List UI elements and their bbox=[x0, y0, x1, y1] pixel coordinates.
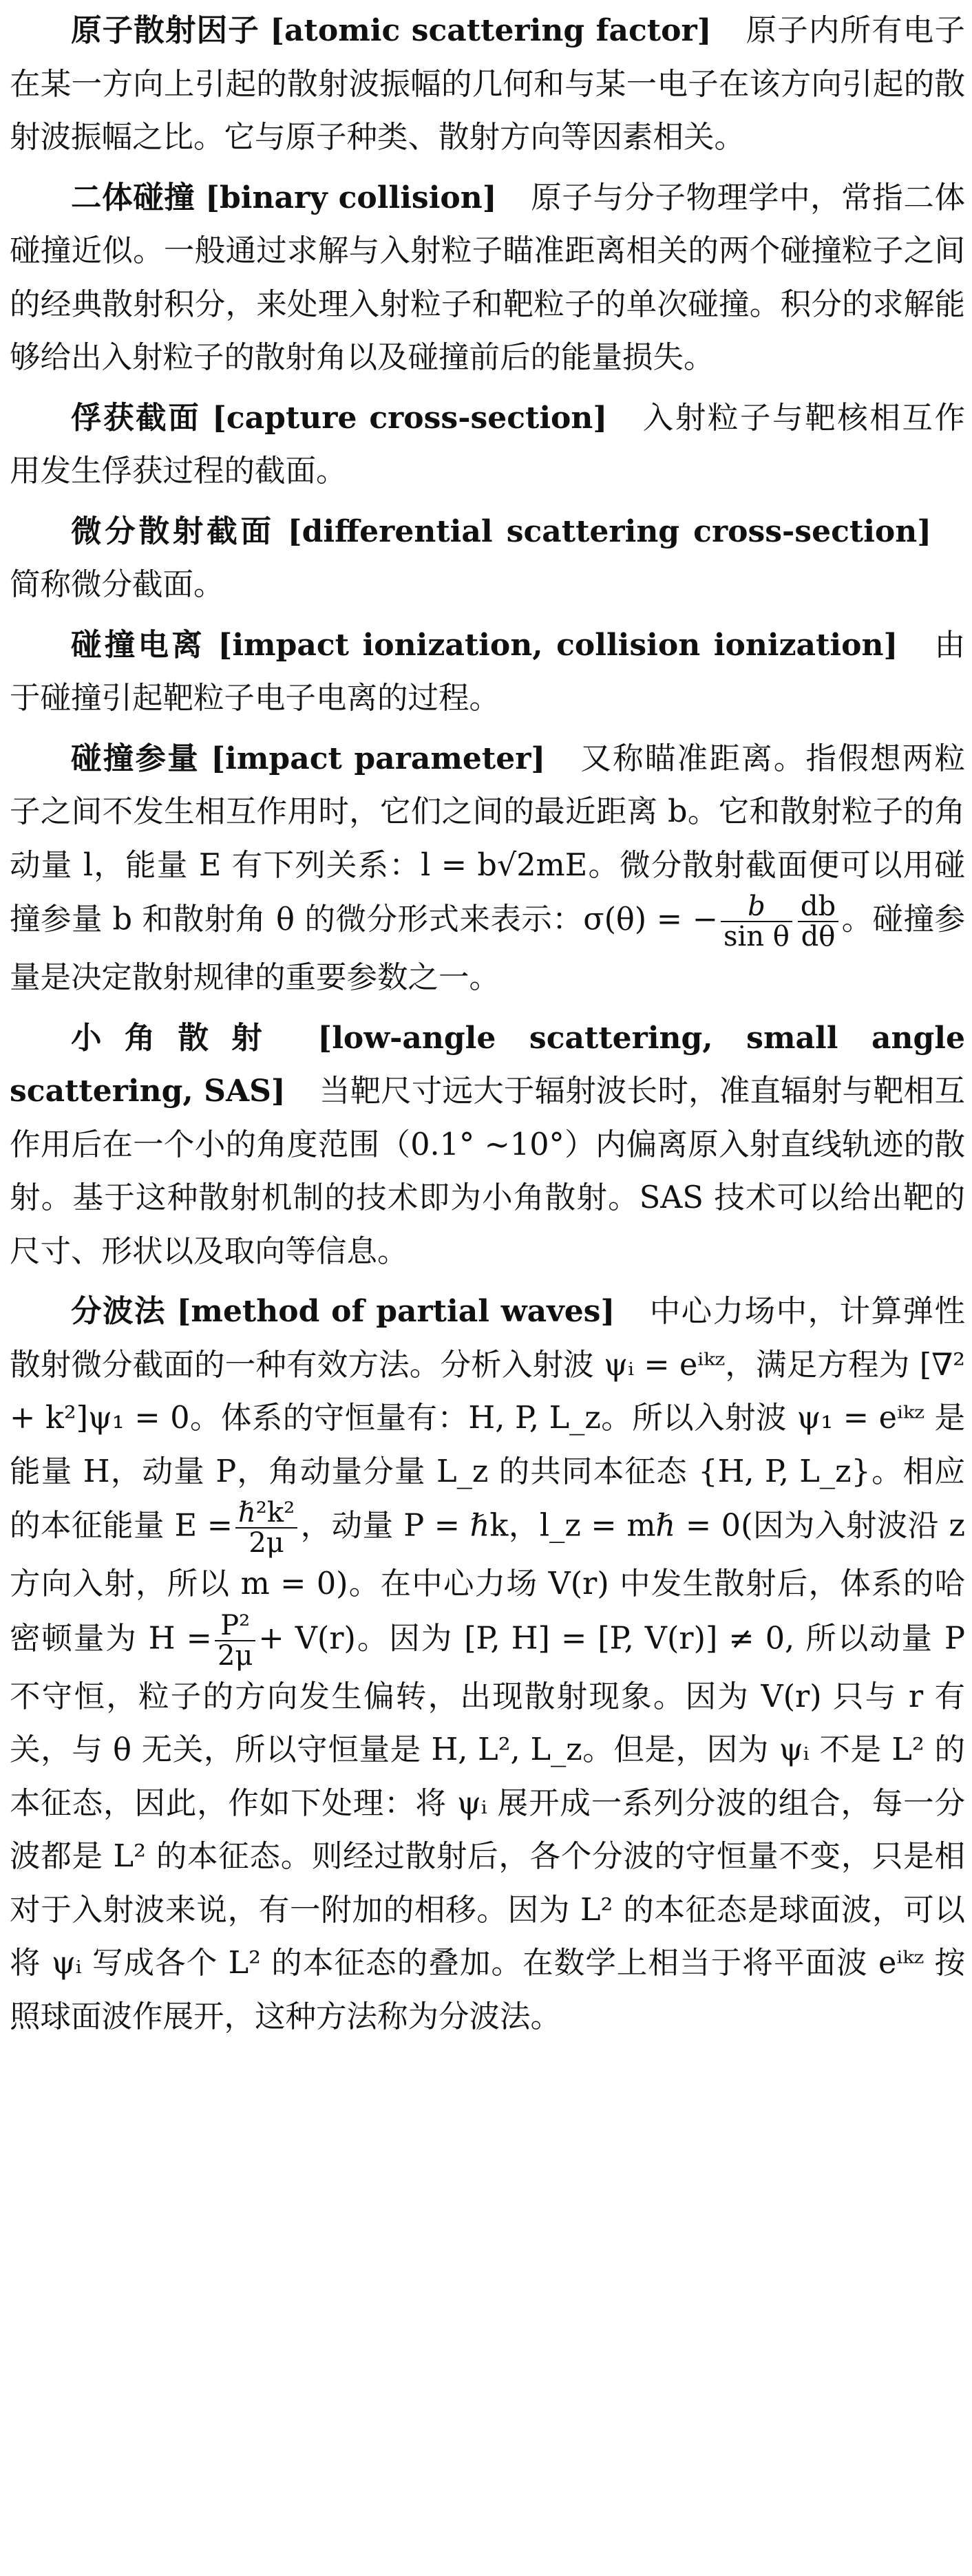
entry-definition: 原子内所有电子在某一方向上引起的散射波振幅的几何和与某一电子在该方向引起的散射波振幅之比。它与原子种类、散射方向等因素相关。 bbox=[10, 13, 965, 155]
entry-definition: 由于碰撞引起靶粒子电子电离的过程。 bbox=[10, 627, 965, 716]
entry-term: 碰撞参量 bbox=[71, 741, 200, 776]
entry-term: 碰撞电离 bbox=[71, 627, 206, 663]
fraction-numerator: P² bbox=[215, 1611, 255, 1641]
entry-term: 微分散射截面 bbox=[71, 513, 275, 549]
fraction-denominator: 2μ bbox=[249, 1527, 284, 1559]
entry-english-term: [atomic scattering factor] bbox=[270, 13, 712, 48]
fraction-energy bbox=[235, 1498, 297, 1557]
entry-english-term: [impact parameter] bbox=[211, 741, 546, 776]
entry-english-term: [method of partial waves] bbox=[176, 1294, 615, 1329]
entry-term: 小角散射 bbox=[71, 1020, 285, 1056]
entry-binary-collision bbox=[10, 171, 965, 385]
entry-definition-part: 。碰撞参量是决定散射规律的重要参数之一。 bbox=[10, 902, 965, 995]
entry-term: 二体碰撞 bbox=[71, 180, 196, 215]
fraction-numerator: db bbox=[798, 892, 838, 922]
entry-capture-cross-section bbox=[10, 392, 965, 498]
entry-english-term: [capture cross-section] bbox=[212, 400, 608, 436]
entry-differential-scattering-cross-section bbox=[10, 505, 965, 612]
fraction-numerator: b bbox=[721, 892, 792, 922]
fraction-db-over-dtheta bbox=[798, 892, 838, 951]
entry-method-of-partial-waves bbox=[10, 1285, 965, 2043]
fraction-kinetic-term bbox=[215, 1611, 255, 1670]
fraction-denominator: 2μ bbox=[217, 1639, 253, 1672]
fraction-numerator: ℏ²k² bbox=[235, 1498, 297, 1529]
entry-term: 原子散射因子 bbox=[71, 13, 260, 48]
entry-definition-part: 中心力场中，计算弹性散射微分截面的一种有效方法。分析入射波 ψᵢ = eⁱᵏᶻ，满足方程为 [∇² + k²]ψ₁ = 0。体系的守恒量有：H, P, L_z。所以入射波 ψ₁ = eⁱᵏᶻ 是能量 H，动量 P，角动量分量 L_z 的共同本征态 {H, P, L_z}。相应的本征能量 E = bbox=[10, 1294, 965, 1544]
fraction-denominator: sin θ bbox=[723, 921, 790, 952]
entry-definition: 入射粒子与靶核相互作用发生俘获过程的截面。 bbox=[10, 400, 965, 489]
entry-english-term: [binary collision] bbox=[205, 180, 497, 215]
entry-english-term: [low-angle scattering, small angle scattering, SAS] bbox=[10, 1020, 965, 1109]
entry-english-term: [differential scattering cross-section] bbox=[287, 513, 932, 549]
entry-atomic-scattering-factor bbox=[10, 4, 965, 164]
entry-definition-part: 又称瞄准距离。指假想两粒子之间不发生相互作用时，它们之间的最近距离 b。它和散射粒子的角动量 l，能量 E 有下列关系：l = b√2mE。微分散射截面便可以用碰撞参量 b 和散射角 θ 的微分形式来表示：σ(θ) = − bbox=[10, 741, 965, 937]
entry-definition: 当靶尺寸远大于辐射波长时，准直辐射与靶相互作用后在一个小的角度范围（0.1° ~10°）内偏离原入射直线轨迹的散射。基于这种散射机制的技术即为小角散射。SAS 技术可以给出靶的尺寸、形状以及取向等信息。 bbox=[10, 1074, 965, 1269]
entry-definition-part: ，动量 P = ℏk，l_z = mℏ = 0(因为入射波沿 z 方向入射，所以 m = 0)。在中心力场 V(r) 中发生散射后，体系的哈密顿量为 H = bbox=[10, 1508, 965, 1656]
entry-low-angle-scattering bbox=[10, 1012, 965, 1279]
fraction-b-over-sin-theta bbox=[721, 892, 792, 951]
entry-term: 俘获截面 bbox=[71, 400, 201, 436]
entry-impact-ionization bbox=[10, 619, 965, 725]
entry-impact-parameter bbox=[10, 732, 965, 1005]
entry-definition: 简称微分截面。 bbox=[10, 567, 224, 602]
fraction-denominator: dθ bbox=[801, 921, 836, 952]
entry-term: 分波法 bbox=[71, 1294, 166, 1329]
entry-definition-part: + V(r)。因为 [P, H] = [P, V(r)] ≠ 0, 所以动量 P 不守恒，粒子的方向发生偏转，出现散射现象。因为 V(r) 只与 r 有关，与 θ 无关，所以守恒量是 H, L², L_z。但是，因为 ψᵢ 不是 L² 的本征态，因此，作如下处理：将 ψᵢ 展开成一系列分波的组合，每一分波都是 L² 的本征态。则经过散射后，各个分波的守恒量不变，只是相对于入射波来说，有一附加的相移。因为 L² 的本征态是球面波，可以将 ψᵢ 写成各个 L² 的本征态的叠加。在数学上相当于将平面波 eⁱᵏᶻ 按照球面波作展开，这种方法称为分波法。 bbox=[10, 1621, 965, 2034]
entry-english-term: [impact ionization, collision ionization] bbox=[218, 627, 898, 663]
entry-definition: 原子与分子物理学中，常指二体碰撞近似。一般通过求解与入射粒子瞄准距离相关的两个碰撞粒子之间的经典散射积分，来处理入射粒子和靶粒子的单次碰撞。积分的求解能够给出入射粒子的散射角以及碰撞前后的能量损失。 bbox=[10, 180, 965, 375]
